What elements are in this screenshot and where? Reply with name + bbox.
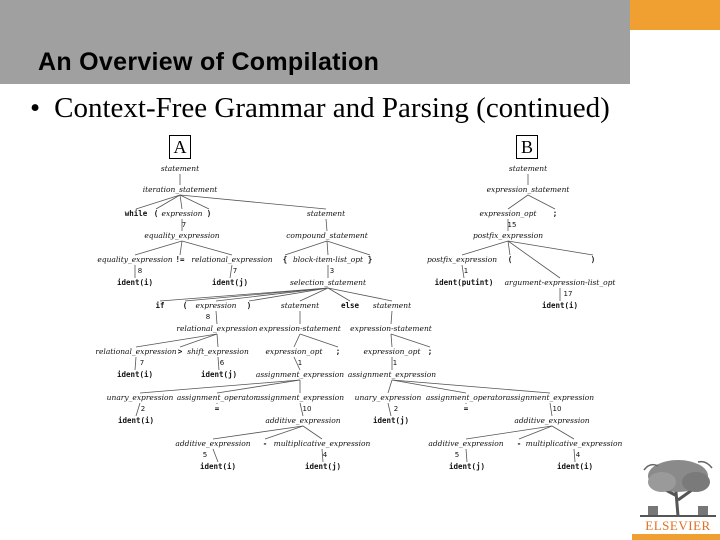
tree-a-node-t-rparen: ) <box>206 209 212 218</box>
tree-a-node-n-shift: shift_expression <box>187 347 249 356</box>
tree-a-node-id-i2: ident(i) <box>116 370 154 379</box>
tree-a-node-r7a: 7 <box>181 221 187 229</box>
tree-a-node-id-j2: ident(j) <box>200 370 238 379</box>
tree-label-a: A <box>169 135 191 159</box>
tree-a-edge <box>217 334 218 347</box>
tree-b-node-n-postfix2: postfix_expression <box>426 255 498 264</box>
tree-a-node-id-j5: ident(j) <box>448 462 486 471</box>
tree-a-node-t-lparen: ( <box>153 209 159 218</box>
tree-a-node-r7c: 7 <box>139 359 145 367</box>
tree-b-edge <box>508 195 528 209</box>
tree-a-node-n-stmt3: statement <box>280 301 320 310</box>
tree-a-node-t-eq1: = <box>214 404 220 413</box>
tree-a-node-t-lbrace: { <box>282 255 288 264</box>
tree-a-edge <box>552 426 574 439</box>
tree-a-edge <box>135 357 136 370</box>
tree-a-node-n-additive2: additive_expression <box>514 416 590 425</box>
tree-a-node-n-expropt2: expression_opt <box>363 347 421 356</box>
tree-a-edge <box>326 219 327 231</box>
tree-a-node-n-additive4: additive_expression <box>428 439 504 448</box>
tree-a-edge <box>213 426 303 439</box>
tree-b-node-id-i: ident(i) <box>541 301 579 310</box>
tree-a-node-t-eq2: = <box>463 404 469 413</box>
tree-b-node-t-rparen: ) <box>590 255 596 264</box>
tree-a-node-n-unary2: unary_expression <box>354 393 422 402</box>
tree-a-edge <box>180 334 217 347</box>
tree-a-node-n-block-item-list: block-item-list_opt <box>292 255 364 264</box>
tree-a-node-id-i: ident(i) <box>116 278 154 287</box>
elsevier-logo <box>640 456 716 536</box>
tree-b-node-n-arglist: argument-expression-list_opt <box>504 278 616 287</box>
tree-a-edge <box>300 334 338 347</box>
tree-a-node-n-expr2: expression <box>195 301 237 310</box>
tree-a-node-id-j3: ident(j) <box>372 416 410 425</box>
tree-a-node-t-else: else <box>340 301 360 310</box>
tree-a-node-r1a: 1 <box>297 359 303 367</box>
tree-b-node-t-lparen: ( <box>507 255 513 264</box>
tree-a-node-n-assign2: assignment_expression <box>347 370 437 379</box>
tree-a-edge <box>327 241 328 255</box>
tree-a-edge <box>392 380 550 393</box>
tree-a-node-r4b: 4 <box>575 451 581 459</box>
tree-a-node-n-rel3: relational_expression <box>95 347 177 356</box>
tree-a-edge <box>136 334 217 347</box>
tree-a-edge <box>230 265 232 278</box>
tree-a-node-r4a: 4 <box>322 451 328 459</box>
tree-a-node-t-while: while <box>124 209 148 218</box>
tree-a-edge <box>391 311 392 324</box>
tree-a-edge <box>217 380 300 393</box>
tree-a-node-n-exprstmt2: expression-statement <box>350 324 432 333</box>
tree-a-edge <box>388 403 391 416</box>
tree-a-node-t-neq: != <box>175 255 185 264</box>
tree-a-node-n-equality2: equality_expression <box>97 255 173 264</box>
tree-a-node-id-i4: ident(i) <box>199 462 237 471</box>
tree-a-node-n-assign4: assignment_expression <box>505 393 595 402</box>
tree-b-node-n-postfix: postfix_expression <box>472 231 544 240</box>
tree-a-node-r3: 3 <box>329 267 335 275</box>
tree-a-edge <box>265 426 303 439</box>
tree-b-node-n-expropt: expression_opt <box>479 209 537 218</box>
tree-a-node-n-assignop2: assignment_operator <box>425 393 507 402</box>
tree-b-edge <box>508 241 593 255</box>
tree-b-node-r15: 15 <box>507 221 517 229</box>
tree-a-edge <box>392 380 466 393</box>
tree-a-edge <box>328 288 392 301</box>
tree-a-node-r5a: 5 <box>202 451 208 459</box>
tree-a-node-r10a: 10 <box>302 405 312 413</box>
tree-a-node-t-lp2: ( <box>182 301 188 310</box>
tree-a-node-n-assignop: assignment_operator <box>176 393 258 402</box>
tree-a-edge <box>182 241 232 255</box>
tree-a-edge <box>466 426 552 439</box>
accent-bar-bottom <box>632 534 720 540</box>
tree-a-node-n-relational: relational_expression <box>191 255 273 264</box>
tree-a-node-t-semi2: ; <box>427 347 433 356</box>
tree-a-node-n-assign: assignment_expression <box>255 370 345 379</box>
tree-a-node-t-gt: > <box>177 347 183 356</box>
tree-a-node-id-i5: ident(i) <box>556 462 594 471</box>
tree-a-edge <box>303 426 322 439</box>
tree-a-node-n-compound: compound_statement <box>286 231 368 240</box>
tree-a-node-n-assign3: assignment_expression <box>255 393 345 402</box>
tree-a-edge <box>180 195 182 209</box>
tree-a-edge <box>216 311 217 324</box>
tree-a-edge <box>135 241 182 255</box>
tree-b-node-r1: 1 <box>463 267 469 275</box>
tree-b-edge <box>508 241 560 278</box>
tree-a-node-root: statement <box>160 164 200 173</box>
tree-a-edge <box>180 241 182 255</box>
tree-a-node-n-unary: unary_expression <box>106 393 174 402</box>
tree-a-edge <box>466 449 467 462</box>
tree-a-node-n-stmt4: statement <box>372 301 412 310</box>
tree-b-node-t-semi: ; <box>552 209 558 218</box>
tree-a-edge <box>285 241 327 255</box>
tree-a-node-t-if: if <box>155 301 165 310</box>
slide-title: An Overview of Compilation <box>38 48 380 76</box>
tree-a-node-n-statement2: statement <box>306 209 346 218</box>
tree-a-node-r6: 6 <box>219 359 225 367</box>
tree-a-node-n-mult2: multiplicative_expression <box>525 439 623 448</box>
tree-a-edge <box>388 380 392 393</box>
tree-b-node-id-putint: ident(putint) <box>434 278 494 287</box>
tree-a-node-n-rel2: relational_expression <box>176 324 258 333</box>
tree-a-node-n-equality: equality_expression <box>144 231 220 240</box>
tree-a-edge <box>136 403 140 416</box>
tree-b-edge <box>528 195 555 209</box>
tree-a-node-n-iteration: iteration_statement <box>142 185 218 194</box>
tree-a-edge <box>327 241 370 255</box>
tree-a-edge <box>294 334 300 347</box>
tree-a-node-n-expropt: expression_opt <box>265 347 323 356</box>
tree-a-node-n-expression: expression <box>161 209 203 218</box>
tree-a-edge <box>216 288 328 301</box>
tree-a-edge <box>136 195 180 209</box>
tree-a-edge <box>156 195 180 209</box>
tree-a-node-r7b: 7 <box>232 267 238 275</box>
tree-a-node-n-additive: additive_expression <box>265 416 341 425</box>
tree-a-node-t-minus2: - <box>516 439 522 448</box>
tree-b-edge <box>462 241 508 255</box>
tree-a-edge <box>180 195 326 209</box>
tree-a-node-id-j4: ident(j) <box>304 462 342 471</box>
tree-b-node-r17: 17 <box>563 290 573 298</box>
tree-a-node-r5b: 5 <box>454 451 460 459</box>
tree-b-node-root: statement <box>508 164 548 173</box>
tree-a-node-r1b: 1 <box>392 359 398 367</box>
tree-a-edge <box>519 426 552 439</box>
tree-a-edge <box>213 449 218 462</box>
tree-a-edge <box>391 334 430 347</box>
tree-label-b: B <box>516 135 538 159</box>
tree-emblem-icon <box>640 456 716 518</box>
tree-b-edge <box>508 241 510 255</box>
tree-a-edge <box>391 334 392 347</box>
tree-a-node-id-j: ident(j) <box>211 278 249 287</box>
tree-a-node-t-minus1: - <box>262 439 268 448</box>
bullet-text: Context-Free Grammar and Parsing (continued) <box>54 92 610 124</box>
tree-a-node-t-rbrace: } <box>367 255 373 264</box>
tree-a-edge <box>140 380 300 393</box>
tree-a-node-r2b: 2 <box>393 405 399 413</box>
tree-a-node-n-additive3: additive_expression <box>175 439 251 448</box>
tree-a-node-r10b: 10 <box>552 405 562 413</box>
tree-a-edge <box>185 288 328 301</box>
tree-a-node-r8b: 8 <box>205 313 211 321</box>
tree-b-node-n-exprstmt: expression_statement <box>486 185 570 194</box>
tree-a-node-n-selection: selection_statement <box>289 278 367 287</box>
tree-a-node-t-semi1: ; <box>335 347 341 356</box>
elsevier-wordmark: ELSEVIER <box>645 518 711 533</box>
tree-a-node-n-exprstmt: expression-statement <box>259 324 341 333</box>
tree-a-node-r2a: 2 <box>140 405 146 413</box>
tree-a-node-r8a: 8 <box>137 267 143 275</box>
bullet-dot: • <box>30 92 41 124</box>
tree-a-node-t-rp2: ) <box>246 301 252 310</box>
tree-a-node-n-mult: multiplicative_expression <box>273 439 371 448</box>
tree-a-node-id-i3: ident(i) <box>117 416 155 425</box>
